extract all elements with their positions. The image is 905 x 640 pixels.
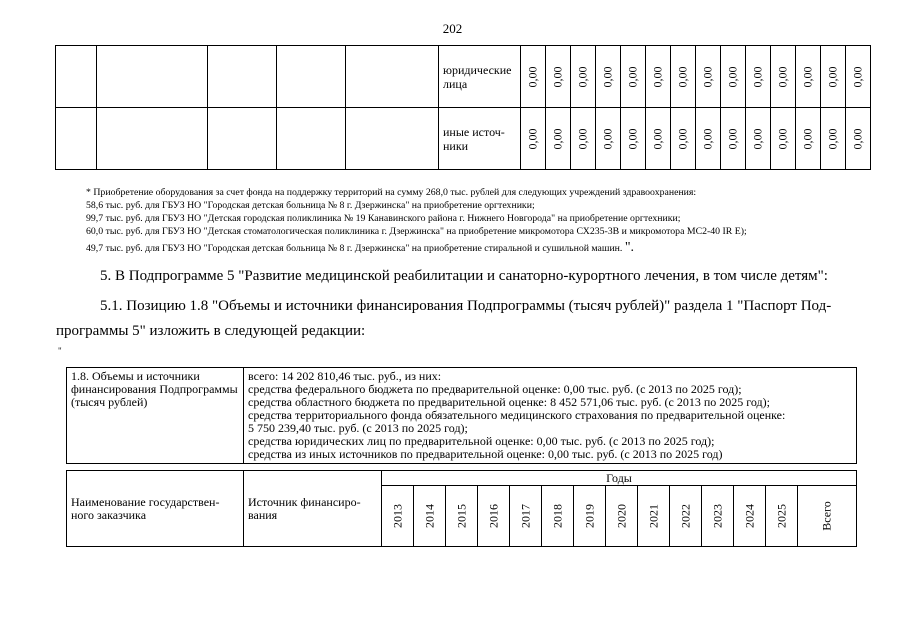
- empty-cell: [277, 46, 346, 108]
- value-text: 0,00: [725, 66, 740, 87]
- year-header: [734, 486, 766, 547]
- value-cell: [571, 108, 596, 170]
- empty-cell: [56, 46, 97, 108]
- year-label: 2021: [646, 504, 660, 528]
- year-label: 2025: [774, 504, 788, 528]
- value-cell: [796, 46, 821, 108]
- value-text: 0,00: [850, 66, 865, 87]
- value-text: 0,00: [600, 66, 615, 87]
- footnote-line: 60,0 тыс. руб. для ГБУЗ НО "Детская стоматологическая поликлиника г. Дзержинска" на приобретение микромотора СХ235-3В и микромотора МС2-40 IR Е);: [86, 226, 747, 237]
- passport-federal: средства федерального бюджета по предварительной оценке: 0,00 тыс. руб. (с 2013 по 2025 год);: [248, 382, 742, 396]
- year-header: [414, 486, 446, 547]
- year-label: 2020: [614, 504, 628, 528]
- paragraph-5: 5. В Подпрограмме 5 "Развитие медицинской реабилитации и санаторно-курортного лечения, в том числе детям":: [100, 268, 828, 284]
- value-cell: [846, 46, 871, 108]
- total-label: Всего: [819, 501, 834, 531]
- total-header: [798, 486, 857, 547]
- open-quote: ": [58, 346, 62, 356]
- value-text: 0,00: [525, 128, 540, 149]
- value-cell: [721, 46, 746, 108]
- year-label: 2023: [710, 504, 724, 528]
- year-label: 2024: [742, 504, 756, 528]
- value-text: 0,00: [650, 66, 665, 87]
- value-cell: [846, 108, 871, 170]
- year-header: [542, 486, 574, 547]
- paragraph-5-1: 5.1. Позицию 1.8 "Объемы и источники финансирования Подпрограммы (тысяч рублей)" раздела 1 "Паспорт Под-: [100, 298, 832, 314]
- value-text: 0,00: [550, 128, 565, 149]
- year-header: [478, 486, 510, 547]
- value-text: 0,00: [525, 66, 540, 87]
- value-text: 0,00: [750, 128, 765, 149]
- value-cell: [546, 108, 571, 170]
- value-text: 0,00: [550, 66, 565, 87]
- value-text: 0,00: [650, 128, 665, 149]
- paragraph-5-1-cont: программы 5" изложить в следующей редакции:: [56, 323, 366, 339]
- value-cell: [521, 108, 546, 170]
- value-text: 0,00: [800, 128, 815, 149]
- passport-label: 1.8. Объемы и источники финансирования Подпрограммы (тысяч рублей): [67, 368, 244, 464]
- footnote-line: 49,7 тыс. руб. для ГБУЗ НО "Городская детская больница № 8 г. Дзержинска" на приобретение стиральной и сушильной машин. ".: [86, 240, 635, 255]
- value-text: 0,00: [775, 128, 790, 149]
- value-text: 0,00: [675, 66, 690, 87]
- passport-legal: средства юридических лиц по предварительной оценке: 0,00 тыс. руб. (с 2013 по 2025 год);: [248, 434, 715, 448]
- value-cell: [771, 46, 796, 108]
- year-header: [446, 486, 478, 547]
- value-cell: [696, 108, 721, 170]
- year-label: 2019: [582, 504, 596, 528]
- value-cell: [646, 46, 671, 108]
- value-text: 0,00: [575, 66, 590, 87]
- page-number: 202: [442, 21, 463, 36]
- year-header: [382, 486, 414, 547]
- value-text: 0,00: [625, 128, 640, 149]
- value-text: 0,00: [600, 128, 615, 149]
- empty-cell: [97, 108, 208, 170]
- value-cell: [596, 108, 621, 170]
- passport-regional: средства областного бюджета по предварительной оценке: 8 452 571,06 тыс. руб. (с 2013 по 2025 год);: [248, 395, 770, 409]
- value-cell: [521, 46, 546, 108]
- year-header: [638, 486, 670, 547]
- table-row: [56, 46, 871, 108]
- year-label: 2014: [422, 504, 436, 528]
- empty-cell: [346, 108, 439, 170]
- table-row: [56, 108, 871, 170]
- empty-cell: [208, 108, 277, 170]
- year-label: 2015: [454, 504, 468, 528]
- value-text: 0,00: [725, 128, 740, 149]
- year-header: [574, 486, 606, 547]
- continuation-table: [55, 45, 871, 170]
- value-cell: [696, 46, 721, 108]
- empty-cell: [277, 108, 346, 170]
- footnote-line: * Приобретение оборудования за счет фонда на поддержку территорий на сумму 268,0 тыс. рублей для следующих учреждений здравоохранения:: [86, 187, 697, 198]
- value-cell: [821, 108, 846, 170]
- year-header: [702, 486, 734, 547]
- passport-other: средства из иных источников по предварительной оценке: 0,00 тыс. руб. (с 2013 по 2025 год): [248, 447, 723, 461]
- year-label: 2013: [390, 504, 404, 528]
- value-cell: [621, 108, 646, 170]
- value-text: 0,00: [825, 128, 840, 149]
- financing-header-table: [66, 470, 857, 547]
- year-header: [510, 486, 542, 547]
- empty-cell: [208, 46, 277, 108]
- value-text: 0,00: [775, 66, 790, 87]
- source-header: Источник финансиро-вания: [244, 471, 382, 547]
- value-text: 0,00: [575, 128, 590, 149]
- value-cell: [671, 108, 696, 170]
- year-header: [766, 486, 798, 547]
- source-cell: иные источ-ники: [439, 108, 521, 170]
- value-cell: [771, 108, 796, 170]
- value-text: 0,00: [700, 66, 715, 87]
- value-cell: [571, 46, 596, 108]
- passport-table: [66, 367, 857, 464]
- empty-cell: [97, 46, 208, 108]
- value-text: 0,00: [625, 66, 640, 87]
- year-label: 2016: [486, 504, 500, 528]
- value-text: 0,00: [800, 66, 815, 87]
- year-label: 2017: [518, 504, 532, 528]
- customer-header: Наименование государствен-ного заказчика: [67, 471, 244, 547]
- value-cell: [746, 46, 771, 108]
- value-cell: [596, 46, 621, 108]
- value-text: 0,00: [700, 128, 715, 149]
- year-header: [606, 486, 638, 547]
- value-cell: [796, 108, 821, 170]
- passport-total: всего: 14 202 810,46 тыс. руб., из них:: [248, 369, 442, 383]
- year-header: [670, 486, 702, 547]
- value-cell: [621, 46, 646, 108]
- footnote-line: 58,6 тыс. руб. для ГБУЗ НО "Городская детская больница № 8 г. Дзержинска" на приобретение оргтехники;: [86, 200, 535, 211]
- passport-content: [244, 368, 857, 464]
- value-cell: [546, 46, 571, 108]
- value-text: 0,00: [675, 128, 690, 149]
- value-cell: [671, 46, 696, 108]
- value-cell: [821, 46, 846, 108]
- source-cell: юридические лица: [439, 46, 521, 108]
- value-text: 0,00: [825, 66, 840, 87]
- year-label: 2022: [678, 504, 692, 528]
- value-cell: [721, 108, 746, 170]
- value-cell: [646, 108, 671, 170]
- value-cell: [746, 108, 771, 170]
- year-label: 2018: [550, 504, 564, 528]
- footnote-line: 99,7 тыс. руб. для ГБУЗ НО "Детская городская поликлиника № 19 Канавинского района г. Нижнего Новгорода" на приобретение оргтехники;: [86, 213, 681, 224]
- passport-tfoms-cont: 5 750 239,40 тыс. руб. (с 2013 по 2025 год);: [248, 421, 468, 435]
- empty-cell: [56, 108, 97, 170]
- value-text: 0,00: [750, 66, 765, 87]
- value-text: 0,00: [850, 128, 865, 149]
- passport-tfoms: средства территориального фонда обязательного медицинского страхования по предварительной оценке:: [248, 408, 786, 422]
- empty-cell: [346, 46, 439, 108]
- years-header: Годы: [382, 471, 857, 486]
